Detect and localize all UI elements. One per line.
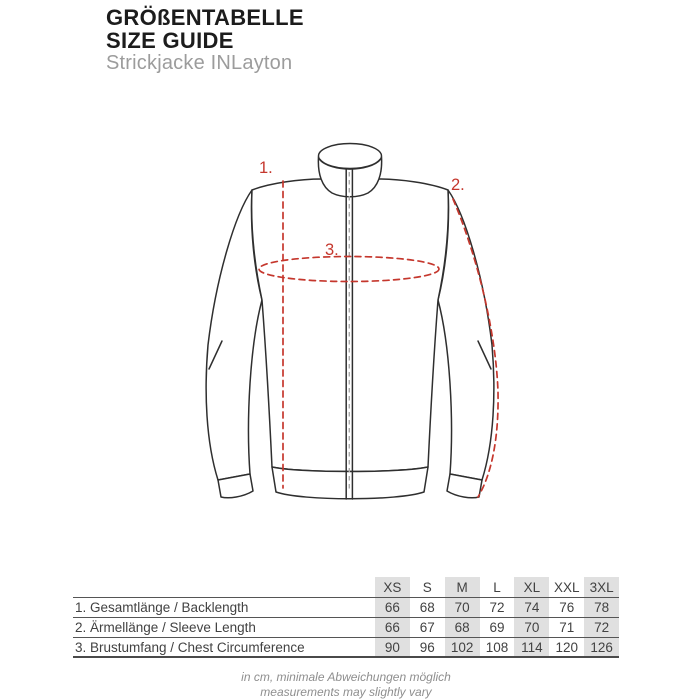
size-table-body [73, 598, 619, 658]
page-title-en: SIZE GUIDE [106, 28, 234, 53]
size-table-corner-cell [73, 577, 375, 597]
size-col-header: S [422, 579, 432, 595]
measurement-value: 72 [584, 618, 619, 637]
measurement-value: 120 [555, 639, 578, 655]
size-table [73, 577, 619, 658]
measurement-value: 114 [514, 638, 549, 656]
measurement-value: 71 [559, 620, 575, 635]
jacket-body [252, 179, 449, 472]
measurement-value: 108 [485, 639, 509, 655]
jacket-hem-band [272, 467, 428, 499]
size-table-header-row [73, 577, 619, 598]
measurement-value: 78 [584, 598, 619, 617]
measurement-value: 68 [419, 600, 435, 615]
footnote [73, 670, 619, 699]
measurement-value: 90 [375, 638, 410, 656]
size-table-row [73, 638, 619, 658]
measurement-value: 70 [445, 598, 480, 617]
size-col-header: 3XL [584, 577, 619, 597]
measurement-value: 68 [445, 618, 480, 637]
page-title-de: GRÖßENTABELLE [106, 5, 304, 30]
measurement-label: 3. Brustumfang / Chest Circumference [75, 639, 305, 655]
measurement-value: 72 [489, 600, 505, 615]
footnote-line-en: measurements may slightly vary [260, 684, 432, 699]
measurement-value: 67 [419, 620, 435, 635]
jacket-drawing [206, 144, 494, 500]
annotation-label-3: 3. [325, 241, 339, 259]
measurement-label: 1. Gesamtlänge / Backlength [75, 600, 249, 615]
measurement-value: 66 [375, 618, 410, 637]
measurement-value: 76 [559, 600, 575, 615]
measurement-value: 66 [375, 598, 410, 617]
measurement-value: 96 [419, 639, 435, 655]
product-subtitle: Strickjacke INLayton [106, 52, 293, 74]
size-col-header: L [493, 579, 501, 595]
size-col-header: XL [514, 577, 549, 597]
annotation-label-1: 1. [259, 159, 273, 177]
measurement-label: 2. Ärmellänge / Sleeve Length [75, 620, 256, 635]
measurement-value: 69 [489, 620, 505, 635]
footnote-line-de: in cm, minimale Abweichungen möglich [241, 670, 451, 684]
measurement-value: 102 [445, 638, 480, 656]
size-table-row [73, 598, 619, 618]
measurement-value: 74 [514, 598, 549, 617]
annotation-label-2: 2. [451, 176, 465, 194]
size-table-row [73, 618, 619, 638]
measurement-value: 126 [584, 638, 619, 656]
size-col-header: XXL [553, 579, 580, 595]
measurement-value: 70 [514, 618, 549, 637]
size-col-header: XS [375, 577, 410, 597]
size-col-header: M [445, 577, 480, 597]
